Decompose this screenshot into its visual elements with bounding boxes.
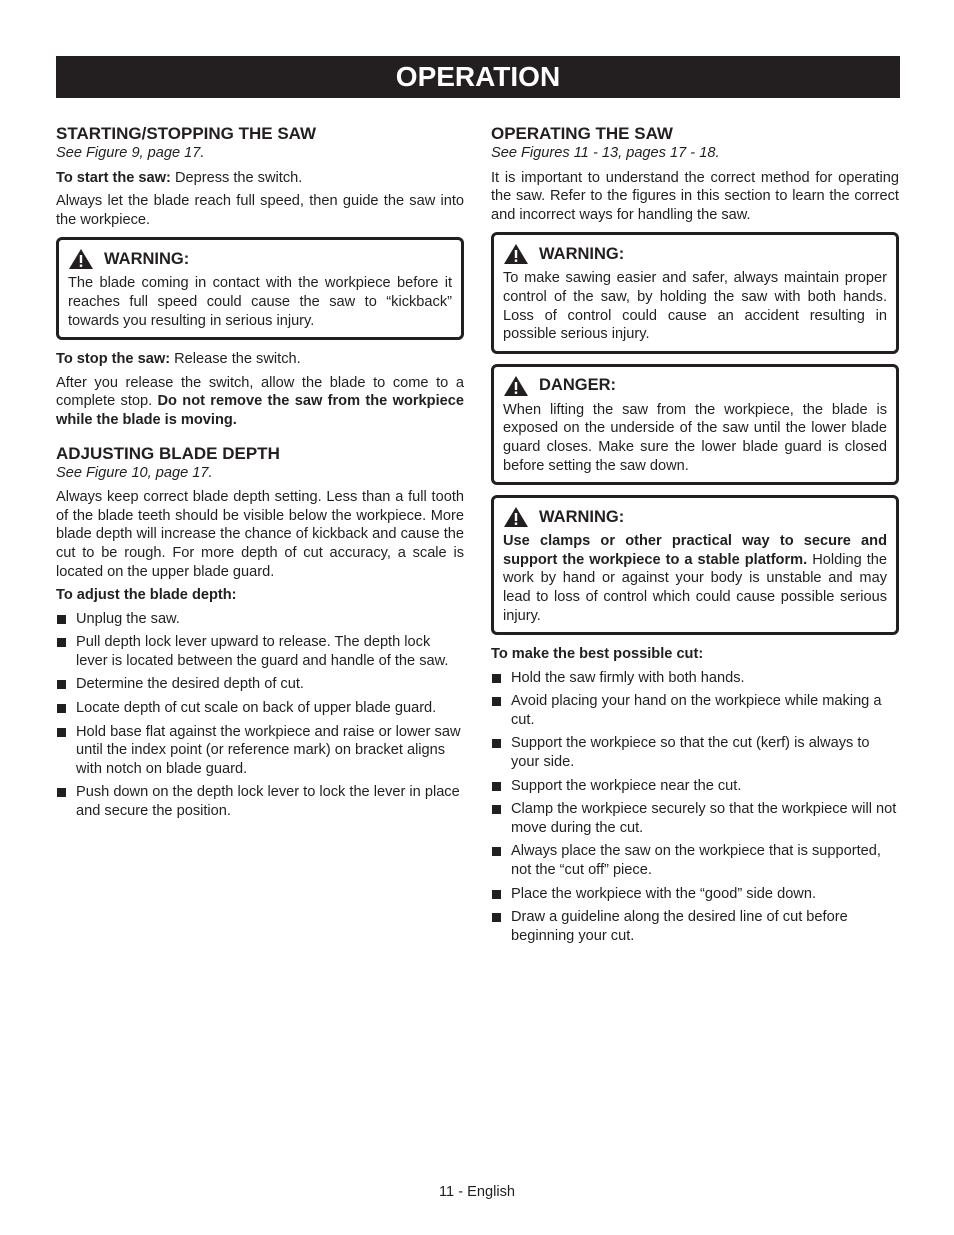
bullet-square-icon [492, 674, 501, 683]
list-item: Draw a guideline along the desired line of cut before beginning your cut. [491, 908, 899, 945]
bullet-square-icon [492, 805, 501, 814]
warning-heading: WARNING: [503, 506, 887, 528]
section-title-operating: OPERATING THE SAW [491, 124, 673, 143]
warning-triangle-icon [503, 375, 529, 397]
warning-text: The blade coming in contact with the workpiece before it reaches full speed could cause the saw to “kickback” towards you resulting in serious injury. [68, 275, 452, 329]
section-title-starting-stopping: STARTING/STOPPING THE SAW [56, 124, 317, 143]
list-item: Place the workpiece with the “good” side down. [491, 885, 899, 904]
list-item: Hold base flat against the workpiece and raise or lower saw until the index point (or reference mark) on bracket aligns with notch on blade guard. [56, 723, 464, 779]
figure-reference: See Figure 10, page 17. [56, 464, 213, 481]
figure-reference: See Figure 9, page 17. [56, 145, 205, 161]
warning-heading: WARNING: [503, 243, 887, 265]
danger-box [491, 364, 899, 485]
bullet-square-icon [57, 704, 66, 713]
best-cut-subheading: To make the best possible cut: [491, 646, 704, 663]
warning-triangle-icon [503, 243, 529, 265]
bullet-square-icon [492, 739, 501, 748]
start-instruction: To start the saw: Depress the switch. [56, 169, 303, 186]
warning-box [491, 232, 899, 353]
list-item: Always place the saw on the workpiece that is supported, not the “cut off” piece. [491, 842, 899, 879]
danger-text: When lifting the saw from the workpiece, the blade is exposed on the underside of the saw until the lower blade guard closes. Make sure the lower blade guard is closed before setting the saw down. [503, 401, 887, 474]
warning-box [56, 237, 464, 340]
list-item: Locate depth of cut scale on back of upper blade guard. [56, 699, 464, 718]
bullet-square-icon [492, 782, 501, 791]
bullet-square-icon [57, 638, 66, 647]
best-cut-list [491, 669, 899, 946]
warning-box [491, 495, 899, 635]
bullet-square-icon [57, 680, 66, 689]
bullet-square-icon [492, 847, 501, 856]
stop-instruction: To stop the saw: Release the switch. [56, 351, 301, 368]
bullet-square-icon [492, 697, 501, 706]
bullet-square-icon [492, 913, 501, 922]
page-header: OPERATION [56, 56, 900, 98]
warning-heading: WARNING: [68, 248, 452, 270]
bullet-square-icon [57, 615, 66, 624]
bullet-square-icon [57, 728, 66, 737]
bullet-square-icon [492, 890, 501, 899]
release-paragraph: After you release the switch, allow the blade to come to a complete stop. Do not remove the saw from the workpiece while the blade is moving. [56, 374, 464, 428]
list-item: Avoid placing your hand on the workpiece while making a cut. [491, 692, 899, 729]
warning-text: To make sawing easier and safer, always maintain proper control of the saw, by holding the saw with both hands. Loss of control could cause an accident resulting in possible serious injury. [503, 270, 887, 343]
warning-text: Use clamps or other practical way to secure and support the workpiece to a stable platform. Holding the work by hand or against your body is unstable and may lead to loss of control which could cause possible serious injury. [503, 533, 887, 624]
operating-paragraph: It is important to understand the correct method for operating the saw. Refer to the figures in this section to learn the correct and incorrect ways for handling the saw. [491, 169, 899, 223]
left-column [56, 124, 464, 826]
list-item: Hold the saw firmly with both hands. [491, 669, 899, 688]
danger-heading: DANGER: [503, 375, 887, 397]
blade-depth-paragraph: Always keep correct blade depth setting. Less than a full tooth of the blade teeth should be visible below the workpiece. More blade depth will increase the chance of kickback and cause the cut to be rough. For more depth of cut accuracy, a scale is located on the upper blade guard. [56, 489, 464, 580]
list-item: Determine the desired depth of cut. [56, 675, 464, 694]
list-item: Pull depth lock lever upward to release. The depth lock lever is located between the guard and handle of the saw. [56, 633, 464, 670]
list-item: Unplug the saw. [56, 610, 464, 629]
page-number: 11 - English [439, 1184, 515, 1200]
warning-triangle-icon [68, 248, 94, 270]
warning-triangle-icon [503, 506, 529, 528]
figure-reference: See Figures 11 - 13, pages 17 - 18. [491, 145, 720, 161]
bullet-square-icon [57, 788, 66, 797]
list-item: Push down on the depth lock lever to lock the lever in place and secure the position. [56, 783, 464, 820]
list-item: Clamp the workpiece securely so that the workpiece will not move during the cut. [491, 800, 899, 837]
adjust-subheading: To adjust the blade depth: [56, 587, 237, 604]
full-speed-paragraph: Always let the blade reach full speed, then guide the saw into the workpiece. [56, 193, 464, 228]
adjust-steps-list [56, 610, 464, 821]
list-item: Support the workpiece near the cut. [491, 777, 899, 796]
section-title-blade-depth: ADJUSTING BLADE DEPTH [56, 443, 280, 463]
right-column [491, 124, 899, 950]
list-item: Support the workpiece so that the cut (kerf) is always to your side. [491, 734, 899, 771]
